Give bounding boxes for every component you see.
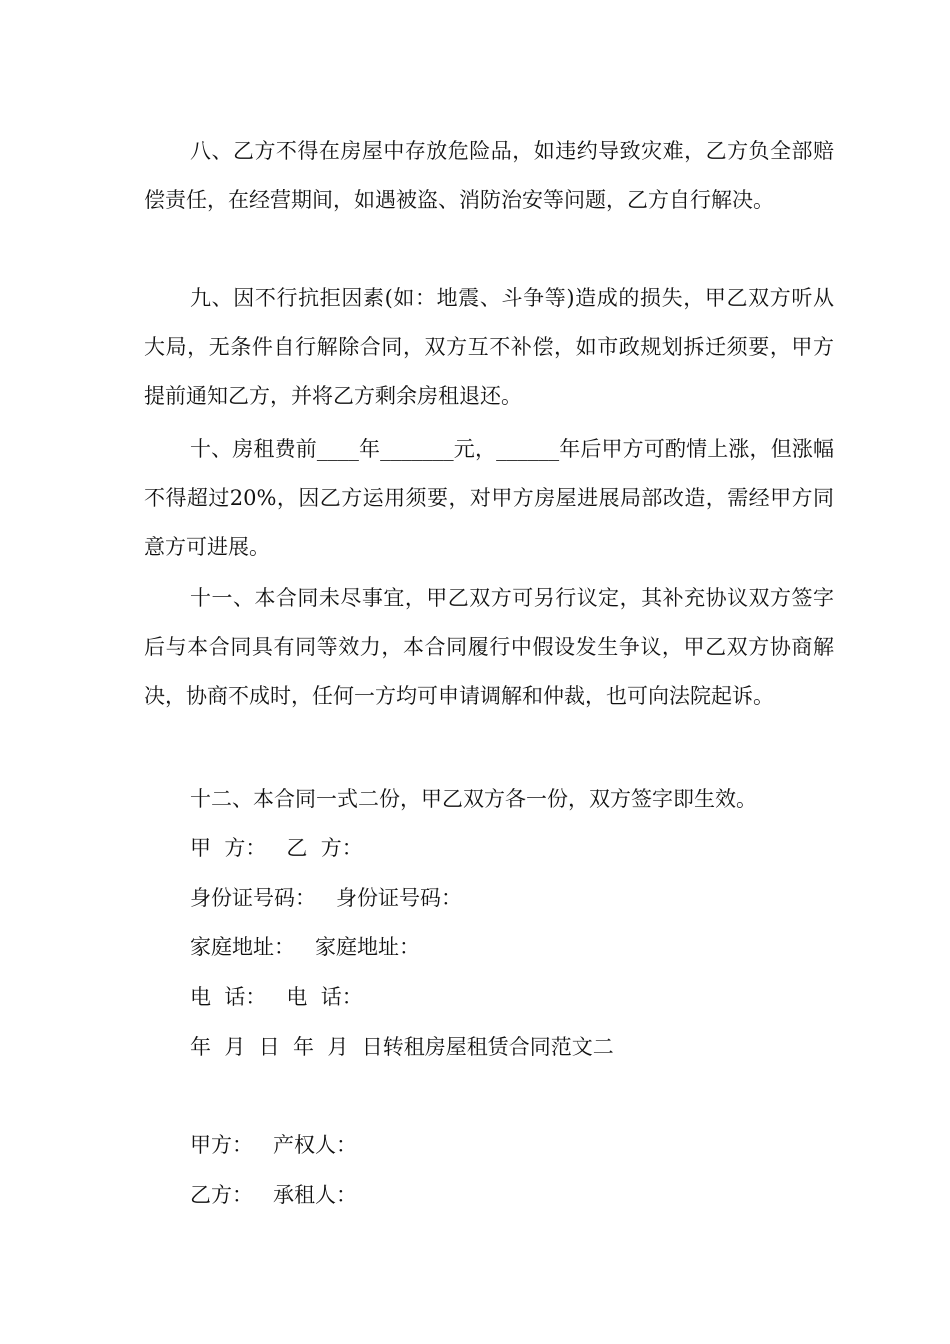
signature-party-line: 甲 方： 乙 方： — [190, 836, 363, 860]
party-b-line: 乙方： 承租人： — [190, 1183, 358, 1207]
clause-10: 十、房租费前____年_______元，______年后甲方可酌情上涨，但涨幅不得超过20%，因乙方运用须要，对甲方房屋进展局部改造，需经甲方同意方可进展。 — [144, 437, 834, 559]
party-a-line: 甲方： 产权人： — [190, 1133, 358, 1157]
signature-address-line: 家庭地址： 家庭地址： — [190, 935, 421, 959]
date-and-title-line: 年 月 日 年 月 日转租房屋租赁合同范文二 — [190, 1035, 614, 1059]
clause-11: 十一、本合同未尽事宜，甲乙双方可另行议定，其补充协议双方签字后与本合同具有同等效力，本合同履行中假设发生争议，甲乙双方协商解决，协商不成时，任何一方均可申请调解和仲裁，也可向法院起诉。 — [144, 586, 834, 708]
clause-12: 十二、本合同一式二份，甲乙双方各一份，双方签字即生效。 — [190, 787, 757, 811]
signature-id-line: 身份证号码： 身份证号码： — [190, 886, 463, 910]
clause-9: 九、因不行抗拒因素(如：地震、斗争等)造成的损失，甲乙双方听从大局，无条件自行解除合同，双方互不补偿，如市政规划拆迁须要，甲方提前通知乙方，并将乙方剩余房租退还。 — [144, 286, 834, 408]
clause-8: 八、乙方不得在房屋中存放危险品，如违约导致灾难，乙方负全部赔偿责任，在经营期间，如遇被盗、消防治安等问题，乙方自行解决。 — [144, 139, 834, 212]
signature-phone-line: 电 话： 电 话： — [190, 985, 363, 1009]
